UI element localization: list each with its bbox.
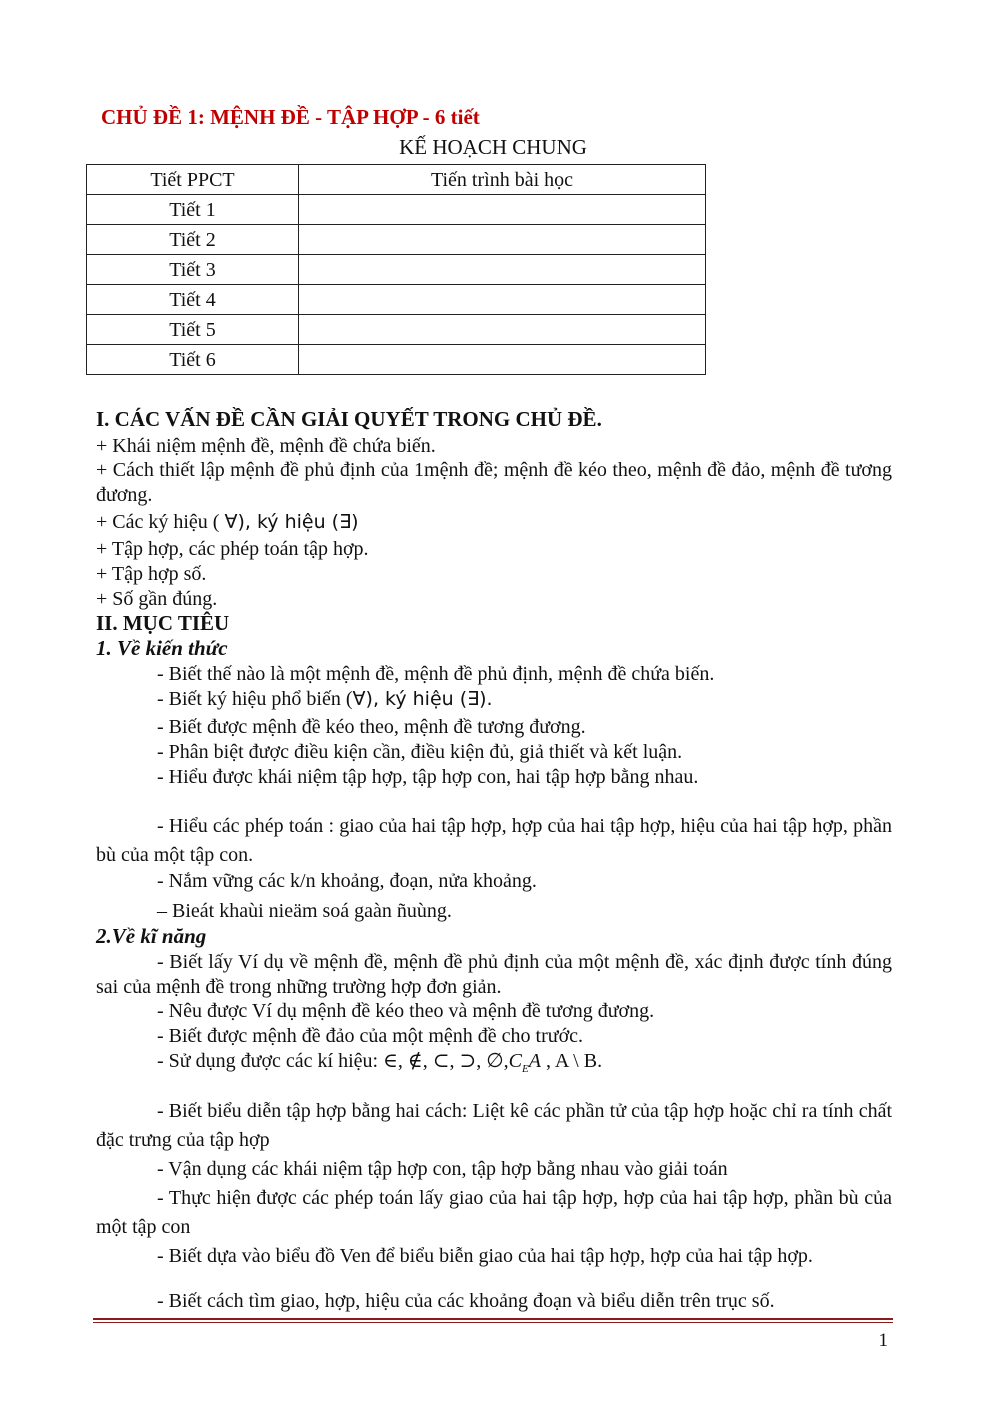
- footer-rule: [93, 1322, 893, 1323]
- plan-table: [86, 164, 706, 375]
- skills-item: - Biết được mệnh đề đảo của một mệnh đề cho trước.: [157, 1025, 584, 1047]
- skills-item: - Sử dụng được các kí hiệu:: [157, 1050, 384, 1072]
- footer-rule: [93, 1318, 893, 1320]
- skills-item: - Nêu được Ví dụ mệnh đề kéo theo và mệnh đề tương đương.: [157, 1000, 655, 1022]
- page-number: 1: [878, 1330, 888, 1351]
- table-cell: [299, 225, 706, 255]
- set-difference-symbol: , A \ B.: [540, 1050, 603, 1072]
- skills-item: - Biết cách tìm giao, hợp, hiệu của các khoảng đoạn và biểu diễn trên trục số.: [157, 1290, 775, 1312]
- skills-item: - Biết lấy Ví dụ về mệnh đề, mệnh đề phủ định của một mệnh đề, xác định được tính đúng sai của mệnh đề trong những trường hợp đơn giản.: [96, 951, 892, 998]
- knowledge-item: - Biết thế nào là một mệnh đề, mệnh đề phủ định, mệnh đề chứa biến.: [157, 663, 715, 685]
- plan-title: KẾ HOẠCH CHUNG: [399, 135, 587, 159]
- table-row: [87, 285, 706, 315]
- table-cell: Tiết 1: [87, 195, 299, 225]
- section1-heading: I. CÁC VẤN ĐỀ CẦN GIẢI QUYẾT TRONG CHỦ ĐỀ.: [96, 407, 602, 431]
- knowledge-item: - Biết được mệnh đề kéo theo, mệnh đề tương đương.: [157, 716, 586, 738]
- table-cell: [299, 195, 706, 225]
- section1-item: + Các ký hiệu (: [96, 511, 225, 533]
- skills-item: - Biết dựa vào biểu đồ Ven để biểu biễn giao của hai tập hợp, hợp của hai tập hợp.: [157, 1245, 813, 1267]
- section1-symbols-line: [96, 512, 359, 532]
- section1-item: + Cách thiết lập mệnh đề phủ định của 1mệnh đề; mệnh đề kéo theo, mệnh đề đảo, mệnh đề tương đương.: [96, 459, 892, 506]
- table-cell: [299, 315, 706, 345]
- skills-item: - Vận dụng các khái niệm tập hợp con, tập hợp bằng nhau vào giải toán: [157, 1158, 728, 1180]
- complement-symbol: $C_EA$: [508, 1050, 541, 1075]
- section1-item: + Tập hợp số.: [96, 563, 207, 585]
- knowledge-item: - Hiểu được khái niệm tập hợp, tập hợp con, hai tập hợp bằng nhau.: [157, 766, 699, 788]
- knowledge-item: - Phân biệt được điều kiện cần, điều kiện đủ, giả thiết và kết luận.: [157, 741, 683, 763]
- knowledge-heading: 1. Về kiến thức: [96, 636, 228, 660]
- column-header-progress: Tiến trình bài học: [299, 165, 706, 195]
- set-symbols: ∈, ∉, ⊂, ⊃, ∅,: [383, 1050, 509, 1072]
- quantifier-symbols: ∀), ký hiệu (∃).: [352, 688, 493, 710]
- section1-item: + Tập hợp, các phép toán tập hợp.: [96, 538, 369, 560]
- table-cell: Tiết 4: [87, 285, 299, 315]
- section1-item: + Số gần đúng.: [96, 588, 218, 610]
- skills-symbols-line: [157, 1051, 602, 1075]
- table-row: [87, 345, 706, 375]
- knowledge-item: - Nắm vững các k/n khoảng, đoạn, nửa khoảng.: [157, 870, 537, 892]
- table-cell: [299, 255, 706, 285]
- table-cell: Tiết 2: [87, 225, 299, 255]
- table-row: [87, 225, 706, 255]
- section1-item: + Khái niệm mệnh đề, mệnh đề chứa biến.: [96, 435, 436, 457]
- section2-heading: II. MỤC TIÊU: [96, 611, 230, 635]
- column-header-period: Tiết PPCT: [87, 165, 299, 195]
- table-cell: [299, 345, 706, 375]
- knowledge-item: - Biết ký hiệu phổ biến (: [157, 688, 353, 710]
- table-cell: Tiết 6: [87, 345, 299, 375]
- skills-item: - Biết biểu diễn tập hợp bằng hai cách: Liệt kê các phần tử của tập hợp hoặc chỉ ra tính chất đặc trưng của tập hợp: [96, 1100, 892, 1151]
- knowledge-symbols-line: [157, 689, 493, 709]
- knowledge-item: – Bieát khaùi nieäm soá gaàn ñuùng.: [157, 900, 452, 922]
- table-cell: [299, 285, 706, 315]
- table-cell: Tiết 3: [87, 255, 299, 285]
- quantifier-symbols: ∀), ký hiệu (∃): [224, 511, 359, 533]
- table-row: [87, 315, 706, 345]
- skills-item: - Thực hiện được các phép toán lấy giao của hai tập hợp, hợp của hai tập hợp, phần bù của một tập con: [96, 1187, 892, 1238]
- topic-title: CHỦ ĐỀ 1: MỆNH ĐỀ - TẬP HỢP - 6 tiết: [101, 105, 480, 129]
- table-header-row: [87, 165, 706, 195]
- table-row: [87, 195, 706, 225]
- table-cell: Tiết 5: [87, 315, 299, 345]
- knowledge-item: - Hiểu các phép toán : giao của hai tập hợp, hợp của hai tập hợp, hiệu của hai tập hợp, phần bù của một tập con.: [96, 815, 892, 866]
- skills-heading: 2.Về kĩ năng: [96, 924, 207, 948]
- table-row: [87, 255, 706, 285]
